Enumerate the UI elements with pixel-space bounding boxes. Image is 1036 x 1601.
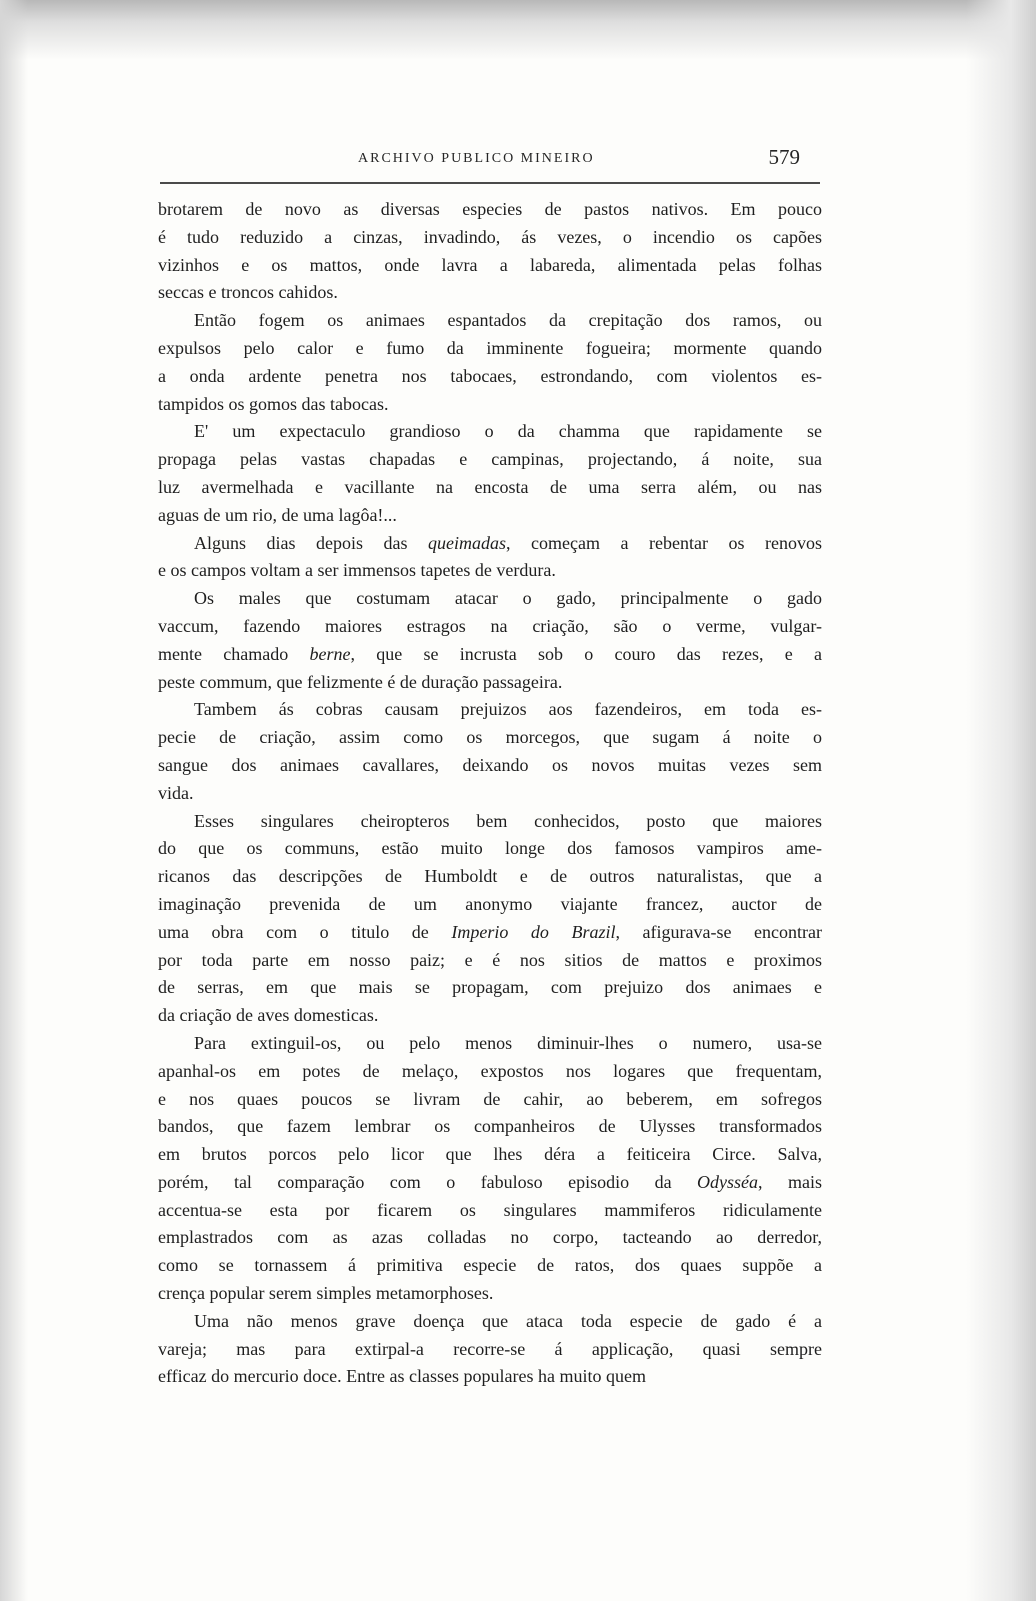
text-line [158,1058,822,1086]
text-line [158,1280,822,1308]
text-segment: , começam a rebentar os renovos [506,532,822,553]
text-line [158,1113,822,1141]
text-line [158,669,822,697]
text-line: luz avermelhada e vacillante na encosta de uma serra além, ou nas [158,476,822,497]
text-line [158,1224,822,1252]
text-line [158,1141,822,1169]
text-line [158,1030,822,1058]
text-line: seccas e troncos cahidos. [158,282,338,303]
text-segment: de serras, em que mais se propagam, com prejuizo dos animaes e [158,977,822,998]
header-rule [160,182,820,184]
text-line [158,557,822,585]
text-segment: Os males que costumam atacar o gado, principalmente o gado [194,588,822,609]
text-line: E' um expectaculo grandioso o da chamma que rapidamente se [194,421,822,442]
text-segment: da criação de aves domesticas. [158,1005,379,1026]
text-line: vareja; mas para extirpal-a recorre-se á applicação, quasi sempre [158,1338,822,1359]
scan-shadow-left [0,0,28,1601]
text-line: pecie de criação, assim como os morcegos, que sugam á noite o [158,727,822,748]
text-segment: ricanos das descripções de Humboldt e de outros naturalistas, que a [158,866,822,887]
text-segment: e nos quaes poucos se livram de cahir, ao beberem, em sofregos [158,1088,822,1109]
text-segment: bandos, que fazem lembrar os companheiros de Ulysses transformados [158,1116,822,1137]
text-line: Uma não menos grave doença que ataca toda especie de gado é a [194,1310,822,1331]
text-segment: , afigurava-se encontrar [615,921,822,942]
text-line: tampidos os gomos das tabocas. [158,393,389,414]
running-title: ARCHIVO PUBLICO MINEIRO [358,151,595,166]
text-segment: porém, tal comparação com o fabuloso episodio da [158,1171,698,1192]
page-number: 579 [768,145,800,169]
text-segment: imaginação prevenida de um anonymo viajante francez, auctor de [158,893,822,914]
italic-term: queimadas [428,532,507,553]
text-segment: , que se incrusta sob o couro das rezes, e a [350,643,823,664]
text-segment: emplastrados com as azas colladas no corpo, tacteando ao derredor, [158,1227,822,1248]
text-line: expulsos pelo calor e fumo da imminente fogueira; mormente quando [158,337,822,358]
text-segment: apanhal-os em potes de melaço, expostos nos logares que frequentam, [158,1060,822,1081]
paragraph [158,1030,822,1308]
text-line: é tudo reduzido a cinzas, invadindo, ás vezes, o incendio os capões [158,226,822,247]
text-line [158,1002,822,1030]
text-segment: Alguns dias depois das [194,532,429,553]
text-line [158,1086,822,1114]
scan-shadow-top [0,0,1036,60]
paragraph [158,585,822,696]
text-segment: , mais [758,1171,822,1192]
italic-term: Imperio do Brazil [451,921,616,942]
text-line [158,1252,822,1280]
text-line [158,641,822,669]
text-segment: em brutos porcos pelo licor que lhes déra a feiticeira Circe. Salva, [158,1144,822,1165]
text-segment: accentua-se esta por ficarem os singulares mammiferos ridiculamente [158,1199,822,1220]
text-segment: por toda parte em nosso paiz; e é nos sitios de mattos e proximos [158,949,822,970]
text-segment: e os campos voltam a ser immensos tapetes de verdura. [158,560,556,581]
text-line: sangue dos animaes cavallares, deixando os novos muitas vezes sem [158,754,822,775]
page-header [158,145,822,175]
text-line: efficaz do mercurio doce. Entre as classes populares ha muito quem [158,1366,646,1387]
text-line [158,808,822,836]
text-line [158,947,822,975]
text-line [158,919,822,947]
text-line [158,585,822,613]
paragraph [158,196,822,307]
text-line: aguas de um rio, de uma lagôa!... [158,504,397,525]
paragraph [158,808,822,1030]
paragraph [158,696,822,807]
scan-shadow-right [966,0,1036,1601]
text-segment: vaccum, fazendo maiores estragos na criação, são o verme, vulgar- [158,615,822,636]
text-line: propaga pelas vastas chapadas e campinas, projectando, á noite, sua [158,449,822,470]
text-line: Então fogem os animaes espantados da crepitação dos ramos, ou [194,310,822,331]
text-line [158,891,822,919]
text-segment: do que os communs, estão muito longe dos famosos vampiros ame- [158,838,822,859]
text-line: vizinhos e os mattos, onde lavra a labareda, alimentada pelas folhas [158,254,822,275]
paragraph [158,530,822,586]
italic-term: berne [309,643,351,664]
text-line: Tambem ás cobras causam prejuizos aos fazendeiros, em toda es- [194,699,822,720]
paragraph [158,307,822,418]
text-segment: peste commum, que felizmente é de duração passageira. [158,671,563,692]
text-line: brotarem de novo as diversas especies de pastos nativos. Em pouco [158,199,822,219]
text-line [158,530,822,558]
body-text [158,196,822,1391]
text-line [158,974,822,1002]
text-segment: Esses singulares cheiropteros bem conhecidos, posto que maiores [194,810,822,831]
text-line [158,613,822,641]
text-line: a onda ardente penetra nos tabocaes, estrondando, com violentos es- [158,365,822,386]
paragraph [158,418,822,529]
paragraph [158,1308,822,1391]
text-line: vida. [158,782,194,803]
text-line [158,863,822,891]
text-line [158,1169,822,1197]
text-segment: Para extinguil-os, ou pelo menos diminuir-lhes o numero, usa-se [194,1032,822,1053]
text-segment: uma obra com o titulo de [158,921,452,942]
italic-term: Odysséa [697,1171,759,1192]
text-segment: como se tornassem á primitiva especie de ratos, dos quaes suppõe a [158,1255,822,1276]
text-line [158,1197,822,1225]
text-segment: crença popular serem simples metamorphoses. [158,1283,494,1304]
text-segment: mente chamado [158,643,310,664]
text-line [158,835,822,863]
